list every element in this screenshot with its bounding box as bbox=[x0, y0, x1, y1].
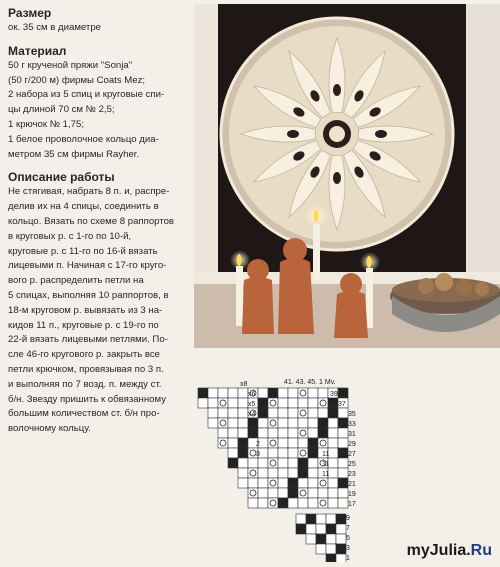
chart-cell bbox=[278, 468, 288, 478]
chart-cell bbox=[258, 468, 268, 478]
description-heading: Описание работы bbox=[8, 170, 115, 185]
description-line: вого р. распределить петли на bbox=[8, 275, 144, 287]
chart-cell bbox=[296, 524, 306, 534]
chart-cell bbox=[258, 478, 268, 488]
chart-cell bbox=[258, 398, 268, 408]
description-line: круговые р. с 11-го по 16-й вязать bbox=[8, 245, 158, 257]
chart-cell bbox=[308, 488, 318, 498]
chart-cell bbox=[328, 438, 338, 448]
chart-cell bbox=[308, 458, 318, 468]
chart-cell bbox=[336, 524, 346, 534]
chart-cell bbox=[316, 514, 326, 524]
chart-cell bbox=[258, 458, 268, 468]
chart-cell bbox=[326, 524, 336, 534]
window-frame-left bbox=[194, 4, 218, 304]
description-line: делив их на 4 спицы, соединить в bbox=[8, 201, 159, 213]
chart-cell bbox=[268, 458, 278, 468]
chart-cell bbox=[278, 488, 288, 498]
doily-center-inner bbox=[329, 126, 345, 142]
materials-heading: Материал bbox=[8, 43, 67, 58]
chart-cell bbox=[328, 398, 338, 408]
chart-cell bbox=[298, 478, 308, 488]
chart-cell bbox=[318, 498, 328, 508]
chart-cell bbox=[338, 418, 348, 428]
chart-cell bbox=[338, 498, 348, 508]
materials-line: 1 крючок № 1,75; bbox=[8, 118, 85, 130]
chart-cell bbox=[198, 398, 208, 408]
chart-cell bbox=[218, 438, 228, 448]
chart-cell bbox=[228, 438, 238, 448]
chart-cell bbox=[318, 418, 328, 428]
description-line: кидов 11 п., круговые р. с 19-го по bbox=[8, 319, 159, 331]
chart-cell bbox=[328, 458, 338, 468]
chart-cell bbox=[288, 478, 298, 488]
chart-cell bbox=[338, 478, 348, 488]
description-line: волочному кольцу. bbox=[8, 423, 91, 435]
row-number: 33 bbox=[348, 421, 356, 428]
description-line: сле 46-го кругового р. закрыть все bbox=[8, 349, 161, 361]
chart-cell bbox=[258, 388, 268, 398]
materials-line: 2 набора из 5 спиц и круговые спи- bbox=[8, 89, 165, 101]
description-line: в круговых р. с 1-го по 10-й, bbox=[8, 230, 132, 242]
chart-cell bbox=[326, 514, 336, 524]
description-line: большим количеством ст. б/н про- bbox=[8, 408, 160, 420]
chart-cell bbox=[288, 398, 298, 408]
description-line: Не стягивая, набрать 8 п. и, распре- bbox=[8, 186, 170, 198]
chart-top-label: 41. 43. 45. 1 Мv. bbox=[284, 379, 336, 386]
chart-cell bbox=[336, 514, 346, 524]
chart-cell bbox=[278, 408, 288, 418]
chart-cell bbox=[298, 468, 308, 478]
chart-cell bbox=[316, 534, 326, 544]
candle bbox=[366, 268, 373, 328]
chart-cell bbox=[288, 428, 298, 438]
chart-cell bbox=[258, 498, 268, 508]
row-number: 23 bbox=[348, 471, 356, 478]
chart-cell bbox=[258, 408, 268, 418]
chart-cell bbox=[228, 458, 238, 468]
row-number: 39 bbox=[330, 391, 338, 398]
watermark-main: myJulia. bbox=[406, 542, 471, 559]
chart-cell bbox=[288, 438, 298, 448]
materials-line: (50 г/200 м) фирмы Coats Mez; bbox=[8, 74, 146, 86]
chart-cell bbox=[326, 554, 336, 562]
chart-cell bbox=[308, 468, 318, 478]
chart-cell bbox=[288, 388, 298, 398]
chart-cell bbox=[268, 428, 278, 438]
chart-cell bbox=[318, 478, 328, 488]
chart-cell bbox=[248, 468, 258, 478]
chart-cell bbox=[328, 418, 338, 428]
chart-mark: x5 bbox=[248, 401, 256, 408]
candle-flame bbox=[237, 254, 242, 266]
chart-cell bbox=[278, 398, 288, 408]
chart-cell bbox=[278, 478, 288, 488]
chart-cell bbox=[328, 428, 338, 438]
description-line: 5 спицах, выполняя 10 раппортов, в bbox=[8, 289, 169, 301]
chart-cell bbox=[228, 388, 238, 398]
materials-line: 1 белое проволочное кольцо диа- bbox=[8, 133, 159, 145]
description-line: лицевыми п. Начиная с 17-го круго- bbox=[8, 260, 167, 272]
doily-eyelet bbox=[333, 172, 341, 184]
description-text bbox=[8, 185, 194, 437]
chart-cell bbox=[298, 388, 308, 398]
row-number: 1 bbox=[346, 555, 350, 562]
chart-mark: x3 bbox=[248, 421, 256, 428]
row-number: 9 bbox=[346, 515, 350, 522]
chart-cell bbox=[248, 478, 258, 488]
chart-cell bbox=[268, 478, 278, 488]
chart-cell bbox=[238, 388, 248, 398]
chart-cell bbox=[278, 498, 288, 508]
chart-cell bbox=[268, 468, 278, 478]
chart-cell bbox=[336, 544, 346, 554]
materials-line: цы длиной 70 см № 2,5; bbox=[8, 104, 115, 116]
chart-cell bbox=[258, 488, 268, 498]
description-line: 18-м круговом р. вывязать из 3 на- bbox=[8, 304, 163, 316]
doily-eyelet bbox=[375, 130, 387, 138]
chart-cell bbox=[278, 428, 288, 438]
chart-cell bbox=[338, 408, 348, 418]
materials-line: 50 г крученой пряжи "Sonja" bbox=[8, 59, 133, 71]
chart-cell bbox=[208, 418, 218, 428]
row-number: 27 bbox=[348, 451, 356, 458]
chart-cell bbox=[338, 468, 348, 478]
chart-cell bbox=[308, 418, 318, 428]
chart-cell bbox=[258, 428, 268, 438]
chart-cell bbox=[336, 554, 346, 562]
chart-cell bbox=[238, 408, 248, 418]
chart-cell bbox=[338, 438, 348, 448]
chart-cell bbox=[288, 448, 298, 458]
chart-cell bbox=[228, 408, 238, 418]
row-number: 19 bbox=[348, 491, 356, 498]
chart-cell bbox=[308, 408, 318, 418]
chart-cell bbox=[198, 388, 208, 398]
size-text: ок. 35 см в диаметре bbox=[8, 22, 101, 33]
doily-eyelet bbox=[287, 130, 299, 138]
chart-cell bbox=[208, 388, 218, 398]
chart-cell bbox=[238, 428, 248, 438]
chart-cell bbox=[248, 498, 258, 508]
description-line: и выполняя по 7 возд. п. между ст. bbox=[8, 378, 162, 390]
chart-cell bbox=[238, 458, 248, 468]
chart-cell bbox=[308, 448, 318, 458]
chart-cell bbox=[338, 458, 348, 468]
chart-cell bbox=[308, 398, 318, 408]
chart-cell bbox=[288, 468, 298, 478]
chart-cell bbox=[268, 418, 278, 428]
row-number: 21 bbox=[348, 481, 356, 488]
size-heading: Размер bbox=[8, 6, 52, 20]
chart-cell bbox=[318, 438, 328, 448]
chart-mark: x4 bbox=[248, 411, 256, 418]
chart-cell bbox=[238, 448, 248, 458]
chart-cell bbox=[208, 398, 218, 408]
row-number: 5 bbox=[346, 535, 350, 542]
chart-cell bbox=[318, 388, 328, 398]
chart-mark: x2 bbox=[248, 431, 256, 438]
chart-cell bbox=[268, 448, 278, 458]
chart-mark: x6 bbox=[248, 391, 256, 398]
chart-cell bbox=[208, 408, 218, 418]
chart-cell bbox=[308, 428, 318, 438]
chart-cell bbox=[316, 544, 326, 554]
chart-cell bbox=[278, 438, 288, 448]
chart-cell bbox=[258, 418, 268, 428]
inner-number: 11 bbox=[322, 471, 330, 478]
candle-flame bbox=[367, 256, 372, 268]
chart-cell bbox=[298, 448, 308, 458]
watermark-suffix: Ru bbox=[470, 542, 492, 559]
chart-cell bbox=[308, 388, 318, 398]
knitting-chart bbox=[196, 372, 376, 562]
chart-cell bbox=[268, 398, 278, 408]
chart-cell bbox=[308, 478, 318, 488]
chart-cell bbox=[328, 468, 338, 478]
chart-cell bbox=[278, 458, 288, 468]
row-number: 31 bbox=[348, 431, 356, 438]
doily-photo bbox=[194, 4, 500, 348]
chart-cell bbox=[248, 488, 258, 498]
chart-cell bbox=[298, 458, 308, 468]
instructions-column bbox=[8, 6, 194, 437]
chart-cell bbox=[218, 388, 228, 398]
inner-number: 3 bbox=[256, 451, 260, 458]
chart-cell bbox=[288, 458, 298, 468]
chart-cell bbox=[318, 408, 328, 418]
chart-cell bbox=[306, 534, 316, 544]
chart-cell bbox=[306, 514, 316, 524]
chart-cell bbox=[338, 448, 348, 458]
doily-eyelet bbox=[333, 84, 341, 96]
chart-cell bbox=[288, 418, 298, 428]
chart-cell bbox=[228, 418, 238, 428]
chart-cell bbox=[318, 398, 328, 408]
chart-cell bbox=[318, 428, 328, 438]
chart-cell bbox=[328, 448, 338, 458]
chart-cell bbox=[228, 428, 238, 438]
chart-cell bbox=[228, 398, 238, 408]
row-number: 37 bbox=[338, 401, 346, 408]
chart-cell bbox=[316, 524, 326, 534]
chart-cell bbox=[288, 488, 298, 498]
chart-cell bbox=[306, 524, 316, 534]
row-number: 3 bbox=[346, 545, 350, 552]
chart-cell bbox=[338, 428, 348, 438]
inner-number: 3 bbox=[312, 441, 316, 448]
chart-cell bbox=[228, 448, 238, 458]
chart-cell bbox=[298, 488, 308, 498]
candle-flame bbox=[314, 210, 319, 222]
description-line: петли крючком, провязывая по 3 п. bbox=[8, 363, 164, 375]
chart-cell bbox=[218, 428, 228, 438]
chart-cell bbox=[238, 478, 248, 488]
chart-cell bbox=[238, 398, 248, 408]
chart-cell bbox=[238, 418, 248, 428]
chart-cell bbox=[326, 544, 336, 554]
inner-number: 2 bbox=[256, 441, 260, 448]
row-number: 29 bbox=[348, 441, 356, 448]
chart-cell bbox=[336, 534, 346, 544]
chart-cell bbox=[218, 418, 228, 428]
doily bbox=[221, 18, 453, 250]
photo-illustration bbox=[194, 4, 500, 348]
chart-cell bbox=[268, 498, 278, 508]
chart-cell bbox=[238, 468, 248, 478]
chart-cell bbox=[338, 388, 348, 398]
candle bbox=[236, 266, 243, 326]
chart-cell bbox=[328, 408, 338, 418]
chart-cell bbox=[238, 438, 248, 448]
knitting-chart-svg bbox=[196, 372, 376, 562]
description-line: кольцо. Вязать по схеме 8 раппортов bbox=[8, 215, 175, 227]
candle bbox=[313, 224, 320, 280]
chart-cell bbox=[298, 428, 308, 438]
chart-cell bbox=[326, 534, 336, 544]
inner-number: 11 bbox=[322, 461, 330, 468]
chart-cell bbox=[278, 388, 288, 398]
chart-cell bbox=[298, 408, 308, 418]
chart-cell bbox=[268, 438, 278, 448]
description-line: б/н. Звезду пришить к обвязанному bbox=[8, 393, 166, 405]
chart-cell bbox=[338, 488, 348, 498]
chart-cell bbox=[268, 408, 278, 418]
row-number: 7 bbox=[346, 525, 350, 532]
chart-cell bbox=[288, 498, 298, 508]
chart-mark: x8 bbox=[240, 381, 248, 388]
chart-cell bbox=[288, 408, 298, 418]
materials-line: метром 35 см фирмы Rayher. bbox=[8, 148, 140, 160]
row-number: 17 bbox=[348, 501, 356, 508]
site-watermark bbox=[407, 542, 492, 560]
chart-cell bbox=[278, 448, 288, 458]
chart-cell bbox=[318, 488, 328, 498]
description-line: 22-й вязать лицевыми петлями. По- bbox=[8, 334, 168, 346]
chart-cell bbox=[298, 398, 308, 408]
chart-cell bbox=[248, 458, 258, 468]
chart-cell bbox=[268, 488, 278, 498]
chart-cell bbox=[308, 498, 318, 508]
chart-cell bbox=[328, 498, 338, 508]
materials-list bbox=[8, 59, 194, 163]
row-number: 35 bbox=[348, 411, 356, 418]
chart-cell bbox=[298, 438, 308, 448]
chart-cell bbox=[328, 488, 338, 498]
chart-cell bbox=[298, 418, 308, 428]
row-number: 25 bbox=[348, 461, 356, 468]
window-frame-right bbox=[466, 4, 500, 304]
chart-cell bbox=[298, 498, 308, 508]
chart-cell bbox=[268, 388, 278, 398]
chart-cell bbox=[218, 408, 228, 418]
chart-cell bbox=[218, 398, 228, 408]
inner-number: 11 bbox=[322, 451, 330, 458]
chart-cell bbox=[328, 478, 338, 488]
chart-cell bbox=[278, 418, 288, 428]
chart-cell bbox=[296, 514, 306, 524]
